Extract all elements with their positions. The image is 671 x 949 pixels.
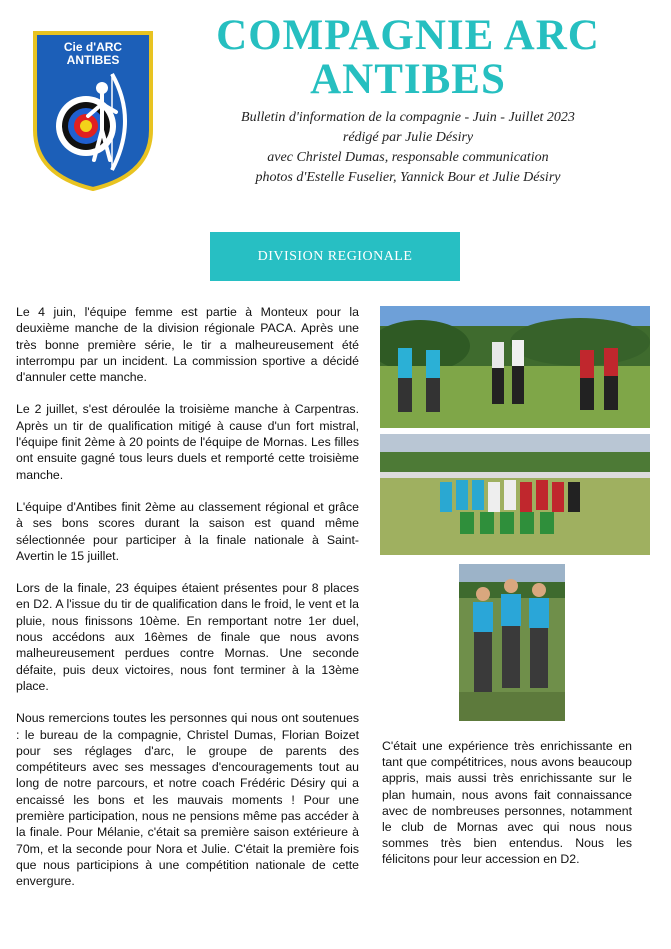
club-logo (32, 30, 154, 192)
article-main-column (16, 304, 359, 906)
svg-text:ANTIBES: ANTIBES (66, 53, 120, 67)
credits-line: avec Christel Dumas, responsable communication (267, 150, 549, 165)
credits-line: rédigé par Julie Désiry (342, 130, 474, 145)
team-photo-field (380, 306, 650, 428)
svg-text:Cie d'ARC: Cie d'ARC (63, 40, 123, 54)
group-photo-teams (380, 434, 650, 555)
title-line-2: ANTIBES (310, 56, 506, 103)
three-archers-photo (459, 564, 565, 721)
section-heading-division-regionale: DIVISION REGIONALE (210, 232, 460, 281)
bulletin-credits (168, 108, 648, 188)
page-title (168, 14, 648, 102)
article-paragraph: Nous remercions toutes les personnes qui nous ont soutenues : le bureau de la compagnie, Christel Dumas, Florian Boizet pour ses réglages d'arc, le groupe de parents des compétiteurs avec ses messages d'encouragements tout au long de notre parcours, et notre coach Frédéric Désiry qui a encaissé les bons et les mauvais moments ! Pour une première participation, nous ne pensions même pas accéder à la finale. Pour Mélanie, c'était sa première saison extérieure à 70m, et la seconde pour Nora et Julie. C'était la première fois que nous participions à une compétition nationale de cette envergure. (16, 711, 359, 889)
article-paragraph: Le 2 juillet, s'est déroulée la troisième manche à Carpentras. Après un tir de qualification mitigé à cause d'un fort mistral, l'équipe finit 2ème à 20 points de l'équipe de Mornas. Les filles ont ensuite gagné tous leurs duels et remporté cette troisième manche. (16, 402, 359, 482)
title-line-1: COMPAGNIE ARC (216, 12, 600, 59)
credits-line: Bulletin d'information de la compagnie - Juin - Juillet 2023 (241, 110, 575, 125)
credits-line: photos d'Estelle Fuselier, Yannick Bour et Julie Désiry (255, 170, 561, 185)
article-paragraph: L'équipe d'Antibes finit 2ème au classement régional et grâce à ses bons scores durant la saison est quand même sélectionnée pour participer à la finale nationale à Saint-Avertin le 15 juillet. (16, 499, 359, 563)
article-side-paragraph: C'était une expérience très enrichissante en tant que compétitrices, nous avons beaucoup appris, mais aussi très enrichissante sur le plan humain, nous avons fait connaissance avec de nombreuses personnes, notamment le club de Mornas avec qui nous nous sommes très bien entendus. Nous les félicitons pour leur accession en D2. (382, 739, 632, 867)
article-paragraph: Lors de la finale, 23 équipes étaient présentes pour 8 places en D2. A l'issue du tir de qualification dans le froid, le vent et la pluie, nous finissons 10ème. En remportant notre 1er duel, nous accédons aux 16èmes de finale que nous avons malheureusement perdues contre Mornas. Une seconde défaite, puis deux victoires, nous font terminer à la 13ème place. (16, 581, 359, 693)
article-paragraph: Le 4 juin, l'équipe femme est partie à Monteux pour la deuxième manche de la division régionale PACA. Après une très bonne première série, le tir a malheureusement été interrompu par un incident. La commission sportive a décidé d'annuler cette manche. (16, 305, 359, 385)
